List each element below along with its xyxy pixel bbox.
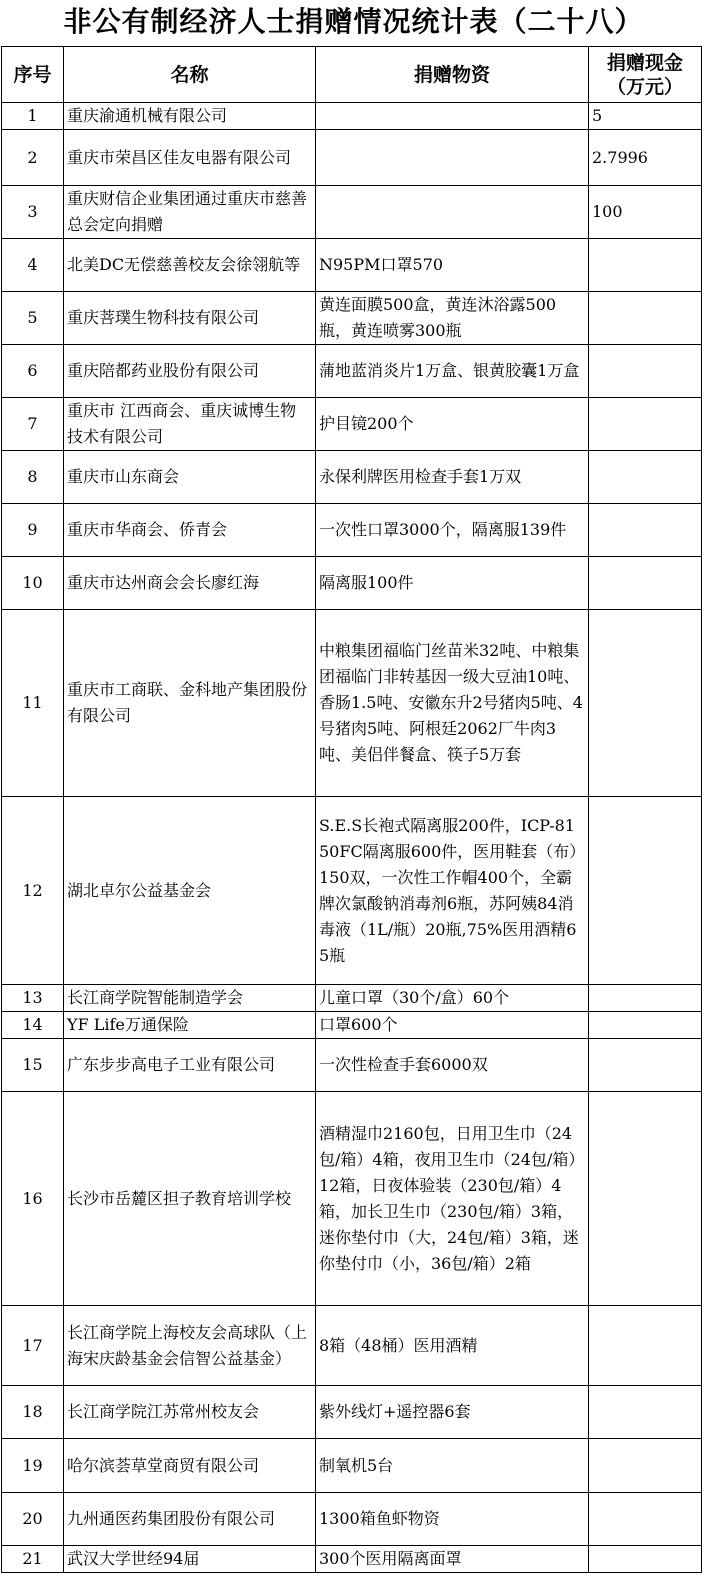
donated-cash: [589, 610, 702, 797]
row-number: 17: [2, 1306, 64, 1386]
donor-name: 湖北卓尔公益基金会: [64, 797, 316, 985]
donated-goods: 隔离服100件: [316, 557, 589, 610]
donated-goods: 1300箱鱼虾物资: [316, 1493, 589, 1546]
donated-goods: 儿童口罩（30个/盒）60个: [316, 985, 589, 1012]
donated-goods: 黄连面膜500盒，黄连沐浴露500瓶，黄连喷雾300瓶: [316, 292, 589, 345]
table-body: [2, 103, 702, 1573]
row-number: 11: [2, 610, 64, 797]
donated-cash: [589, 797, 702, 985]
donor-name: 重庆渝通机械有限公司: [64, 103, 316, 130]
donated-goods: 口罩600个: [316, 1012, 589, 1039]
row-number: 21: [2, 1546, 64, 1573]
donated-cash: [589, 1306, 702, 1386]
donor-name: 重庆市达州商会会长廖红海: [64, 557, 316, 610]
donated-goods: 中粮集团福临门丝苗米32吨、中粮集团福临门非转基因一级大豆油10吨、香肠1.5吨、安徽东升2号猪肉5吨、4号猪肉5吨、阿根廷2062厂牛肉3吨、美侣伴餐盒、筷子5万套: [316, 610, 589, 797]
donated-goods: N95PM口罩570: [316, 239, 589, 292]
donation-table: [1, 46, 702, 1573]
row-number: 20: [2, 1493, 64, 1546]
donated-goods: 300个医用隔离面罩: [316, 1546, 589, 1573]
row-number: 16: [2, 1092, 64, 1306]
table-row: [2, 451, 702, 504]
header-no: 序号: [2, 47, 64, 103]
table-row: [2, 1039, 702, 1092]
donated-cash: [589, 398, 702, 451]
table-row: [2, 797, 702, 985]
donor-name: 北美DC无偿慈善校友会徐翎航等: [64, 239, 316, 292]
table-row: [2, 103, 702, 130]
table-row: [2, 1012, 702, 1039]
donor-name: 长江商学院江苏常州校友会: [64, 1386, 316, 1439]
donated-goods: 永保利牌医用检查手套1万双: [316, 451, 589, 504]
donated-cash: [589, 345, 702, 398]
row-number: 13: [2, 985, 64, 1012]
table-row: [2, 1386, 702, 1439]
donated-cash: 100: [589, 186, 702, 239]
donor-name: 重庆市 江西商会、重庆诚博生物技术有限公司: [64, 398, 316, 451]
table-row: [2, 1306, 702, 1386]
donated-cash: [589, 1546, 702, 1573]
row-number: 3: [2, 186, 64, 239]
donor-name: 长沙市岳麓区担子教育培训学校: [64, 1092, 316, 1306]
donated-cash: [589, 985, 702, 1012]
table-row: [2, 292, 702, 345]
donor-name: 长江商学院上海校友会高球队（上海宋庆龄基金会信智公益基金）: [64, 1306, 316, 1386]
row-number: 10: [2, 557, 64, 610]
donated-goods: [316, 186, 589, 239]
donated-cash: [589, 1386, 702, 1439]
row-number: 12: [2, 797, 64, 985]
row-number: 8: [2, 451, 64, 504]
table-row: [2, 610, 702, 797]
table-row: [2, 504, 702, 557]
row-number: 6: [2, 345, 64, 398]
donated-cash: [589, 1012, 702, 1039]
table-row: [2, 398, 702, 451]
donor-name: 重庆市荣昌区佳友电器有限公司: [64, 130, 316, 186]
donated-goods: 制氧机5台: [316, 1439, 589, 1493]
table-row: [2, 985, 702, 1012]
donated-goods: [316, 130, 589, 186]
donor-name: 九州通医药集团股份有限公司: [64, 1493, 316, 1546]
table-row: [2, 1546, 702, 1573]
table-row: [2, 239, 702, 292]
donated-goods: 护目镜200个: [316, 398, 589, 451]
table-row: [2, 1493, 702, 1546]
donated-cash: [589, 451, 702, 504]
donated-goods: 一次性检查手套6000双: [316, 1039, 589, 1092]
donated-cash: [589, 1092, 702, 1306]
header-row: [2, 47, 702, 103]
row-number: 4: [2, 239, 64, 292]
header-cash: 捐赠现金（万元）: [589, 47, 702, 103]
donated-cash: [589, 1493, 702, 1546]
donated-goods: 8箱（48桶）医用酒精: [316, 1306, 589, 1386]
donated-cash: [589, 1439, 702, 1493]
donor-name: 哈尔滨荟草堂商贸有限公司: [64, 1439, 316, 1493]
table-row: [2, 557, 702, 610]
table-row: [2, 130, 702, 186]
row-number: 1: [2, 103, 64, 130]
donor-name: 重庆市工商联、金科地产集团股份有限公司: [64, 610, 316, 797]
donor-name: YF Life万通保险: [64, 1012, 316, 1039]
donated-cash: [589, 504, 702, 557]
row-number: 9: [2, 504, 64, 557]
donated-cash: 2.7996: [589, 130, 702, 186]
table-row: [2, 345, 702, 398]
header-name: 名称: [64, 47, 316, 103]
donor-name: 重庆陪都药业股份有限公司: [64, 345, 316, 398]
row-number: 15: [2, 1039, 64, 1092]
donated-goods: 酒精湿巾2160包，日用卫生巾（24包/箱）4箱，夜用卫生巾（24包/箱）12箱，日夜体验装（230包/箱）4箱，加长卫生巾（230包/箱）3箱，迷你垫付巾（大，24包/箱）3箱，迷你垫付巾（小，36包/箱）2箱: [316, 1092, 589, 1306]
table-title: 非公有制经济人士捐赠情况统计表（二十八）: [63, 5, 644, 38]
donor-name: 重庆菩璞生物科技有限公司: [64, 292, 316, 345]
row-number: 7: [2, 398, 64, 451]
row-number: 5: [2, 292, 64, 345]
donated-goods: [316, 103, 589, 130]
donor-name: 广东步步高电子工业有限公司: [64, 1039, 316, 1092]
donor-name: 武汉大学世经94届: [64, 1546, 316, 1573]
donor-name: 重庆财信企业集团通过重庆市慈善总会定向捐赠: [64, 186, 316, 239]
donated-goods: 蒲地蓝消炎片1万盒、银黄胶囊1万盒: [316, 345, 589, 398]
table-row: [2, 1092, 702, 1306]
table-row: [2, 1439, 702, 1493]
header-goods: 捐赠物资: [316, 47, 589, 103]
donated-cash: [589, 1039, 702, 1092]
donated-cash: 5: [589, 103, 702, 130]
donated-cash: [589, 292, 702, 345]
donated-cash: [589, 239, 702, 292]
donated-goods: 紫外线灯+遥控器6套: [316, 1386, 589, 1439]
row-number: 19: [2, 1439, 64, 1493]
donor-name: 重庆市山东商会: [64, 451, 316, 504]
donated-cash: [589, 557, 702, 610]
donor-name: 长江商学院智能制造学会: [64, 985, 316, 1012]
row-number: 14: [2, 1012, 64, 1039]
donated-goods: 一次性口罩3000个，隔离服139件: [316, 504, 589, 557]
donor-name: 重庆市华商会、侨青会: [64, 504, 316, 557]
row-number: 18: [2, 1386, 64, 1439]
donated-goods: S.E.S长袍式隔离服200件，ICP-8150FC隔离服600件，医用鞋套（布）150双，一次性工作帽400个，全霸牌次氯酸钠消毒剂6瓶，苏阿姨84消毒液（1L/瓶）20瓶,75%医用酒精65瓶: [316, 797, 589, 985]
row-number: 2: [2, 130, 64, 186]
table-row: [2, 186, 702, 239]
